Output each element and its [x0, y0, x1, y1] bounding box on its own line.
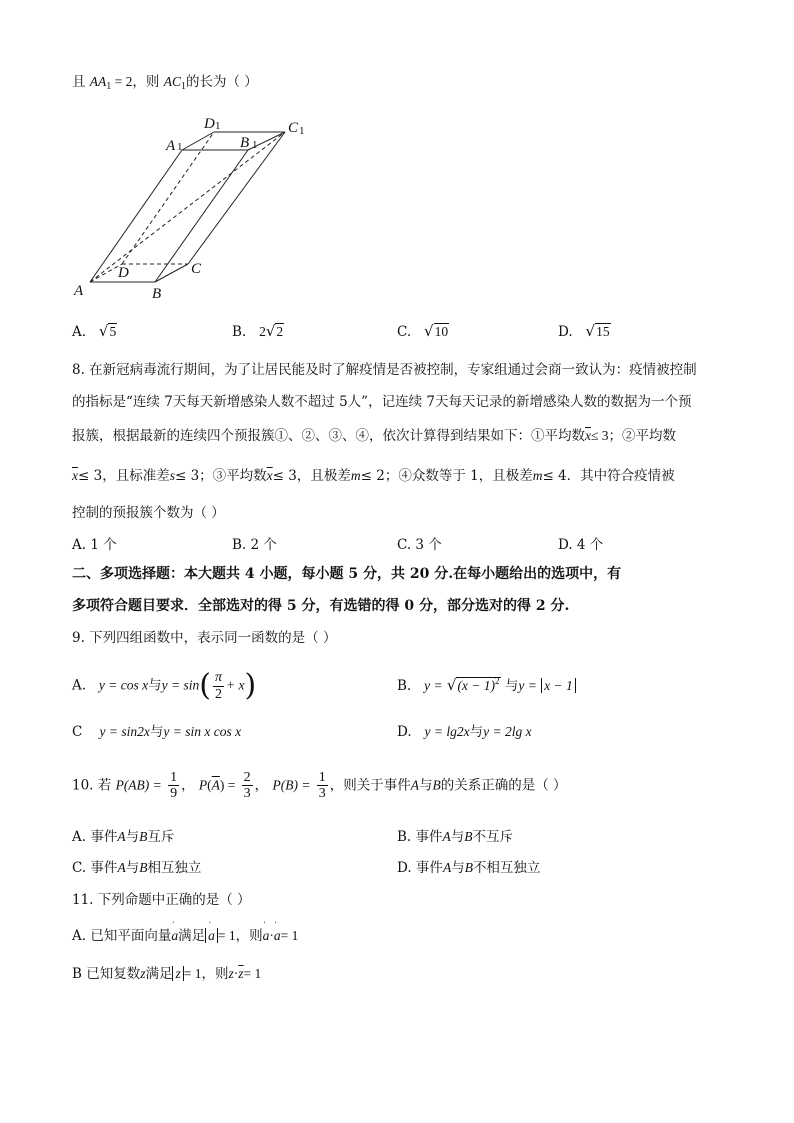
q7-option-d[interactable]: D. √15	[558, 322, 610, 340]
q10-option-b[interactable]: B. 事件A与B不互斥	[397, 829, 514, 845]
svg-text:1: 1	[299, 125, 305, 137]
q11-stem: 11. 下列命题中正确的是（ ）	[72, 892, 251, 908]
q8-option-d[interactable]: D. 4 个	[558, 537, 604, 553]
q7-stem: 且 $AA_1 = 2$，则 $AC_1$的长为（ ）	[72, 74, 258, 92]
q7-option-a[interactable]: A. √5	[72, 322, 117, 340]
q10-option-d[interactable]: D. 事件A与B不相互独立	[397, 860, 541, 876]
parallelepiped-figure	[70, 110, 320, 305]
label-C: C	[191, 261, 202, 277]
label-D1: D	[204, 116, 215, 132]
q9-option-c[interactable]: C y = sin2x与y = sin x cos x	[72, 724, 242, 740]
svg-text:1: 1	[215, 120, 221, 132]
q10-option-c[interactable]: C. 事件A与B相互独立	[72, 860, 202, 876]
label-A1: A	[166, 138, 176, 154]
q8-line3: 报簇，根据最新的连续四个预报簇①、②、③、④，依次计算得到结果如下：①平均数$\overline{x}\le 3$；②平均数	[72, 428, 677, 444]
label-C1: C	[288, 120, 299, 136]
q9-option-b[interactable]: B. $y = √(x - 1)^2$ 与y = x − 1	[397, 676, 576, 694]
q9-option-d[interactable]: D. y = lg2x与y = 2lg x	[397, 724, 532, 740]
q7-option-c[interactable]: C. √10	[397, 322, 449, 340]
q10-stem: 10. 若 P(AB) = $\frac{1}{9}$ ， $P(\overline{A})$ = $\frac{2}{3}$ ， P(B) = $\frac{1}{3}$ ，则关于事件A与B的关系正确的是（ ）	[72, 770, 567, 802]
q8-line5: 控制的预报簇个数为（ ）	[72, 505, 225, 521]
svg-text:1: 1	[177, 141, 183, 153]
label-B1: B	[240, 135, 250, 151]
q8-line1: 8. 在新冠病毒流行期间，为了让居民能及时了解疫情是否被控制，专家组通过会商一致认为：疫情被控制	[72, 362, 697, 378]
q11-option-a[interactable]: A. 已知平面向量′ a满足 ′ a = 1，则′ a·′ a= 1	[72, 928, 298, 944]
label-A: A	[74, 283, 84, 299]
q9-stem: 9. 下列四组函数中，表示同一函数的是（ ）	[72, 630, 337, 646]
q7-option-b[interactable]: B. 2√2	[232, 322, 284, 340]
q10-option-a[interactable]: A. 事件A与B互斥	[72, 829, 175, 845]
q8-option-b[interactable]: B. 2 个	[232, 537, 277, 553]
section2-heading-line1: 二、多项选择题：本大题共 4 小题，每小题 5 分，共 20 分.在每小题给出的选项中，有	[72, 566, 622, 582]
q8-option-c[interactable]: C. 3 个	[397, 537, 442, 553]
q8-line4: $\overline{x}\le 3$，且标准差s≤ 3；③平均数$\overline{x}\le 3$，且极差m≤ 2；④众数等于 1，且极差m≤ 4．其中符合疫情被	[72, 468, 675, 484]
q8-line2: 的指标是“连续 7天每天新增感染人数不超过 5人”，记连续 7天每天记录的新增感染人数的数据为一个预	[72, 394, 692, 410]
q11-option-b[interactable]: B 已知复数z满足 z = 1，则$z\cdot\overline{z}= 1$	[72, 966, 262, 982]
q8-option-a[interactable]: A. 1 个	[72, 537, 117, 553]
section2-heading-line2: 多项符合题目要求．全部选对的得 5 分，有选错的得 0 分，部分选对的得 2 分.	[72, 598, 570, 614]
label-D: D	[118, 265, 129, 281]
label-B: B	[152, 286, 162, 302]
svg-text:1: 1	[252, 139, 258, 151]
q9-option-a[interactable]: A. y = cos x与y = sin( $\frac{\pi}{2}$ + x)	[72, 668, 257, 703]
